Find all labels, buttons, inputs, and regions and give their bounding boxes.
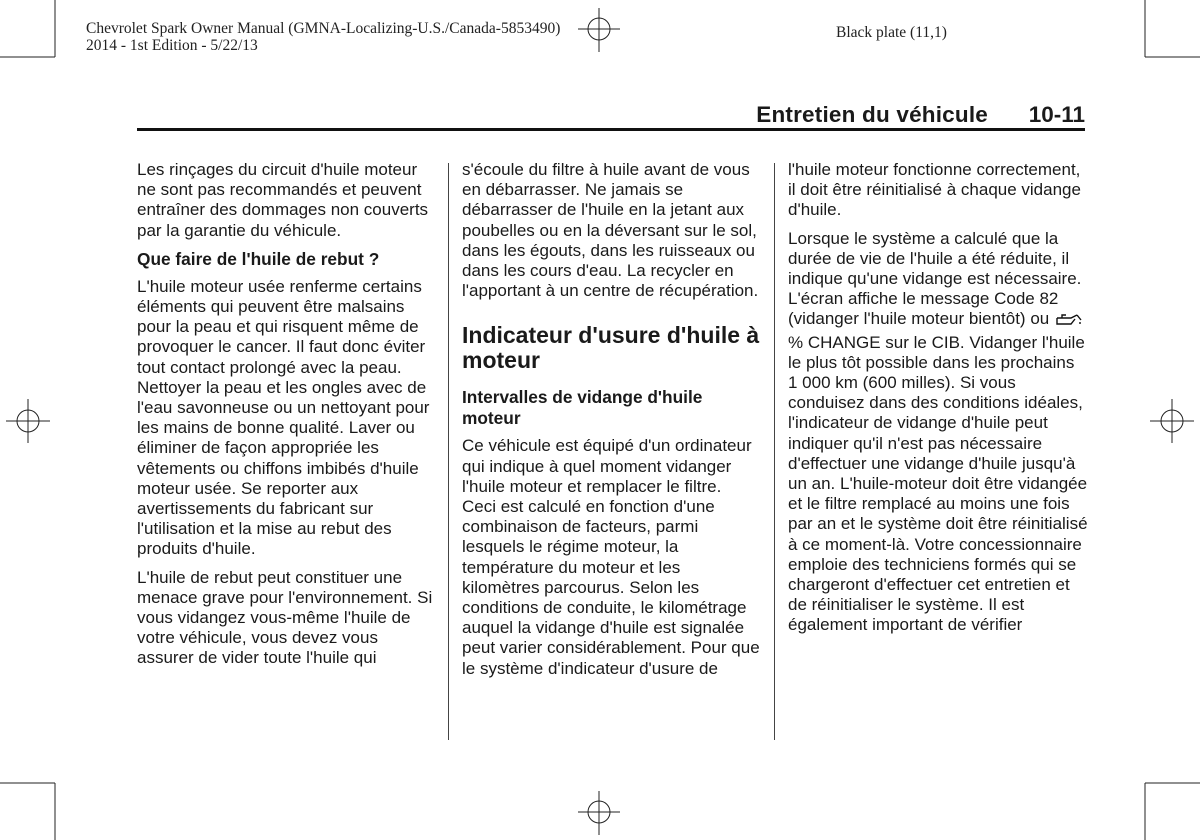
section-title: Indicateur d'usure d'huile à moteur [462,322,760,374]
column-divider [448,163,449,740]
text-column-2 [462,160,760,687]
paragraph-with-icon [788,229,1088,636]
paragraph: s'écoule du filtre à huile avant de vous en débarrasser. Ne jamais se débarrasser de l'huile en la jetant aux poubelles ou en la déversant sur le sol, dans les égouts, dans les ruisseaux ou dans les cours d'eau. La recycler en l'apportant à un centre de récupération. [462,160,759,301]
text-column-3 [788,160,1088,644]
subsection-heading: Intervalles de vidange d'huile moteur [462,387,703,429]
paragraph: Les rinçages du circuit d'huile moteur ne sont pas recommandés et peuvent entraîner des dommages non couverts par la garantie du véhicule. [137,160,429,240]
plate-line-2: 2014 - 1st Edition - 5/22/13 [86,37,258,54]
plate-info-right: Black plate (11,1) [836,24,947,41]
section-heading: Que faire de l'huile de rebut ? [137,248,380,269]
registration-right-icon [1150,399,1194,443]
running-header [137,102,1085,131]
paragraph-text: Lorsque le système a calculé que la durée de vie de l'huile a été réduite, il indique qu'une vidange est nécessaire. L'écran affiche le message Code 82 (vidanger l'huile moteur bientôt) ou [788,228,1082,329]
paragraph: l'huile moteur fonctionne correctement, il doit être réinitialisé à chaque vidange d'huile. [788,160,1081,220]
registration-bottom-icon [578,791,620,835]
column-divider [774,163,775,740]
paragraph: L'huile de rebut peut constituer une menace grave pour l'environnement. Si vous vidangez vous-même l'huile de votre véhicule, vous devez vous assurer de vider toute l'huile qui [137,567,433,668]
page-number: 10-11 [1028,102,1085,127]
plate-info-left [86,20,560,54]
registration-top-icon [578,8,620,52]
registration-left-icon [6,399,50,443]
plate-line-1: Chevrolet Spark Owner Manual (GMNA-Localizing-U.S./Canada-5853490) [86,20,561,37]
chapter-title: Entretien du véhicule [756,102,988,127]
paragraph-text: % CHANGE sur le CIB. Vidanger l'huile le plus tôt possible dans les prochains 1 000 km (600 milles). Si vous conduisez dans des conditions idéales, l'indicateur de vidange d'huile peut indiquer qu'il n'est pas nécessaire d'effectuer une vidange d'huile jusqu'à un an. L'huile-moteur doit être vidangée et le filtre remplacé au moins une fois par an et le système doit être réinitialisé à ce moment-là. Votre concessionnaire emploie des techniciens formés qui se chargeront d'effectuer cet entretien et de réinitialiser le système. Il est également important de vérifier [788,332,1088,635]
text-column-1 [137,160,437,677]
oil-can-icon [1054,312,1084,332]
paragraph: Ce véhicule est équipé d'un ordinateur qui indique à quel moment vidanger l'huile moteur et remplacer le filtre. Ceci est calculé en fonction d'une combinaison de facteurs, parmi lesquels le régime moteur, la température du moteur et les kilomètres parcourus. Selon les conditions de conduite, le kilométrage auquel la vidange d'huile est signalée peut varier considérablement. Pour que le système d'indicateur d'usure de [462,436,760,678]
paragraph: L'huile moteur usée renferme certains éléments qui peuvent être malsains pour la peau et qui risquent même de provoquer le cancer. Il faut donc éviter tout contact prolongé avec la peau. Nettoyer la peau et les ongles avec de l'eau savonneuse ou un nettoyant pour les mains de bonne qualité. Laver ou éliminer de façon appropriée les vêtements ou chiffons imbibés d'huile moteur usée. Se reporter aux avertissements du fabricant sur l'utilisation et la mise au rebut des produits d'huile. [137,276,430,559]
